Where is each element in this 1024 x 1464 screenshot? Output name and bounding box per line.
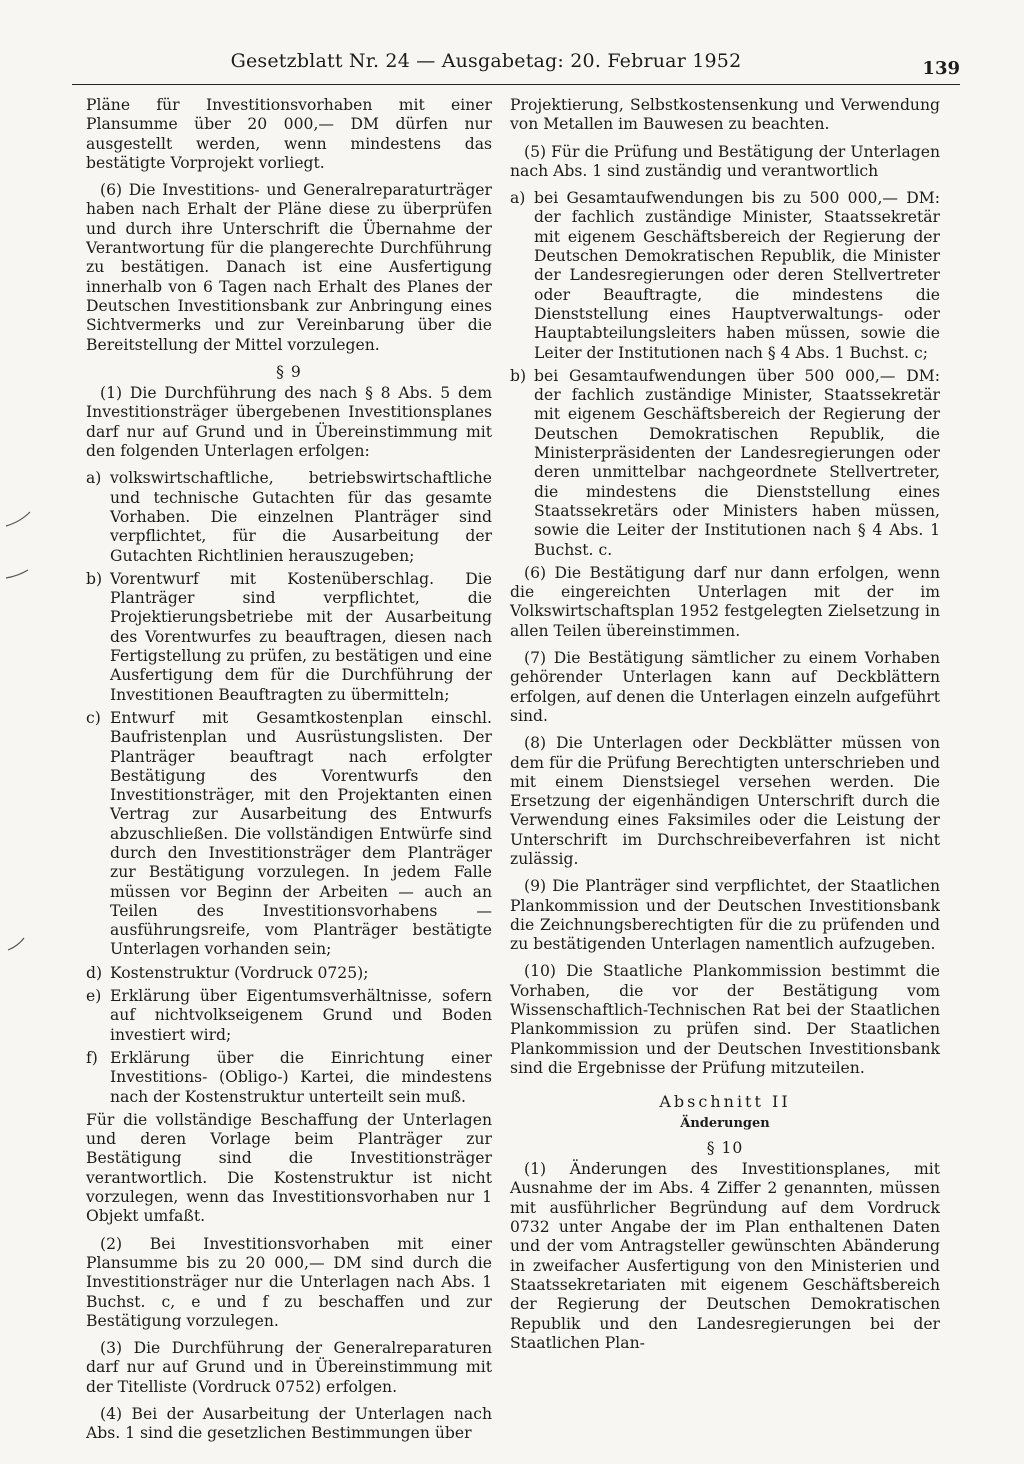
paragraph-10: (10) Die Staatliche Plankommission bestimmt die Vorhaben, die vor der Bestätigung vom Wissenschaftlich-Technischen Rat bei der Staatlichen Plankommission zu prüfen sind. Der Staatlichen Plankommission und der Deutschen Investitionsbank sind die Ergebnisse der Prüfung mitzuteilen. <box>510 962 940 1077</box>
margin-pencil-marks <box>0 0 80 1464</box>
paragraph-continued: Projektierung, Selbstkostensenkung und Verwendung von Metallen im Bauwesen zu beachten. <box>510 96 940 134</box>
item-text: bei Gesamtaufwendungen bis zu 500 000,— DM: der fachlich zuständige Minister, Staatssekretär mit eigenem Geschäftsbereich der Regierung der Deutschen Demokratischen Republik, die Minister der Landesregierungen oder deren Stellvertreter oder Beauftragte, die mindestens die Dienststellung eines Hauptverwaltungs- oder Hauptabteilungsleiters haben müssen, sowie die Leiter der Institutionen nach § 4 Abs. 1 Buchst. c; <box>534 189 940 362</box>
page-number: 139 <box>922 58 960 79</box>
item-label: b) <box>86 569 103 588</box>
item-text: Entwurf mit Gesamtkostenplan einschl. Baufristenplan und Ausrüstungslisten. Der Planträger beauftragt nach erfolgter Bestätigung des Vorentwurfs den Investitionsträger, mit den Projektanten einen Vertrag zur Ausarbeitung des Entwurfs abzuschließen. Die vollständigen Entwürfe sind durch den Investitionsträger dem Planträger zur Bestätigung vorzulegen. In jedem Falle müssen vor Beginn der Arbeiten — auch an Teilen des Investitionsvorhabens — ausführungsreife, vom Planträger bestätigte Unterlagen vorhanden sein; <box>110 708 492 959</box>
pencil-mark <box>6 570 28 578</box>
paragraph-3: (3) Die Durchführung der Generalreparaturen darf nur auf Grund und in Übereinstimmung mit der Titelliste (Vordruck 0752) erfolgen. <box>86 1339 492 1396</box>
section-9-paragraph-1: (1) Die Durchführung des nach § 8 Abs. 5 dem Investitionsträger übergebenen Investitionsplanes darf nur auf Grund und in Übereinstimmung mit den folgenden Unterlagen erfolgen: <box>86 384 492 461</box>
paragraph-intro: Pläne für Investitionsvorhaben mit einer Plansumme über 20 000,— DM dürfen nur ausgestellt werden, wenn mindestens das bestätigte Vorprojekt vorliegt. <box>86 96 492 172</box>
section-10-heading: § 10 <box>706 1138 744 1157</box>
list-item <box>86 964 492 983</box>
item-label: e) <box>86 987 102 1006</box>
list-item <box>86 1049 492 1107</box>
list-item <box>86 570 492 705</box>
item-label: b) <box>510 366 527 385</box>
page-header <box>72 44 960 85</box>
pencil-mark <box>6 512 30 526</box>
paragraph-7: (7) Die Bestätigung sämtlicher zu einem Vorhaben gehörender Unterlagen kann auf Deckblättern erfolgen, auf denen die Unterlagen einzeln aufgeführt sind. <box>510 649 940 725</box>
paragraph-2: (2) Bei Investitionsvorhaben mit einer Plansumme bis zu 20 000,— DM sind durch die Investitionsträger nur die Unterlagen nach Abs. 1 Buchst. c, e und f zu beschaffen und zur Bestätigung vorzulegen. <box>86 1234 492 1330</box>
item-text: bei Gesamtaufwendungen über 500 000,— DM: der fachlich zuständige Minister, Staatssekretär mit eigenem Geschäftsbereich der Regierung der Deutschen Demokratischen Republik, die Ministerpräsidenten der Landesregierungen oder deren unmittelbar nachgeordnete Stellvertreter, die mindestens die Dienststellung eines Staatssekretärs oder Ministers haben müssen, sowie die Leiter der Institutionen nach § 4 Abs. 1 Buchst. c. <box>534 366 940 559</box>
paragraph-6: (6) Die Investitions- und Generalreparaturträger haben nach Erhalt der Pläne diese zu überprüfen und durch ihre Unterschrift die Übernahme der Verantwortung für die plangerechte Durchführung zu bestätigen. Danach ist eine Ausfertigung innerhalb von 6 Tagen nach Erhalt des Planes der Deutschen Investitionsbank zur Anbringung eines Sichtvermerks und zur Vereinbarung über die Bereitstellung der Mittel vorzulegen. <box>86 181 492 354</box>
item-label: c) <box>86 708 101 727</box>
item-text: Erklärung über die Einrichtung einer Investitions- (Obligo-) Kartei, die mindestens nach der Kostenstruktur unterteilt sein muß. <box>110 1048 492 1106</box>
paragraph-closing: Für die vollständige Beschaffung der Unterlagen und deren Vorlage beim Planträger zur Bestätigung sind die Investitionsträger verantwortlich. Die Kostenstruktur ist nicht vorzulegen, wenn das Investitionsvorhaben nur 1 Objekt umfaßt. <box>86 1110 492 1226</box>
item-text: Kostenstruktur (Vordruck 0725); <box>110 963 369 982</box>
right-column <box>510 96 940 1361</box>
list-item <box>86 709 492 960</box>
subheading: Änderungen <box>680 1115 770 1131</box>
paragraph-4: (4) Bei der Ausarbeitung der Unterlagen nach Abs. 1 sind die gesetzlichen Bestimmungen über <box>86 1405 492 1443</box>
paragraph-9: (9) Die Planträger sind verpflichtet, der Staatlichen Plankommission und der Deutschen Investitionsbank die Zeichnungsberechtigten für die zu prüfenden und zu bestätigenden Unterlagen namentlich aufzugeben. <box>510 877 940 954</box>
item-text: Vorentwurf mit Kostenüberschlag. Die Planträger sind verpflichtet, die Projektierungsbetriebe mit der Ausarbeitung des Vorentwurfes zu beauftragen, diesen nach Fertigstellung zu prüfen, zu bestätigen und eine Ausfertigung dem für die Durchführung der Investitionen Beauftragten zu übermitteln; <box>110 569 493 704</box>
item-label: d) <box>86 963 103 982</box>
item-label: f) <box>86 1048 98 1067</box>
header-title: Gesetzblatt Nr. 24 — Ausgabetag: 20. Februar 1952 <box>230 50 742 72</box>
section-9-heading: § 9 <box>276 362 302 381</box>
item-text: Erklärung über Eigentumsverhältnisse, sofern auf nichtvolkseigenem Grund und Boden investiert wird; <box>110 987 492 1044</box>
item-label: a) <box>86 469 102 488</box>
item-text: volkswirtschaftliche, betriebswirtschaftliche und technische Gutachten für das gesamte Vorhaben. Die einzelnen Planträger sind verpflichtet, für die Ausarbeitung der Gutachten Richtlinien herauszugeben; <box>110 469 492 565</box>
paragraph-8: (8) Die Unterlagen oder Deckblätter müssen von dem für die Prüfung Berechtigten unterschrieben und mit einem Dienstsiegel versehen werden. Die Ersetzung der eigenhändigen Unterschrift durch die Verwendung eines Faksimiles oder die Leistung der Unterschrift im Durchschreibeverfahren ist nicht zulässig. <box>510 734 940 868</box>
list-item <box>86 987 492 1045</box>
pencil-mark <box>8 938 24 950</box>
list-item <box>86 469 492 565</box>
paragraph-5: (5) Für die Prüfung und Bestätigung der Unterlagen nach Abs. 1 sind zuständig und verantwortlich <box>510 142 940 180</box>
left-column <box>86 96 492 1452</box>
item-label: a) <box>510 189 526 208</box>
list-item <box>510 367 940 560</box>
abschnitt-heading: Abschnitt II <box>659 1092 791 1112</box>
paragraph-6-right: (6) Die Bestätigung darf nur dann erfolgen, wenn die eingereichten Unterlagen mit der im Volkswirtschaftsplan 1952 festgelegten Zielsetzung in allen Teilen übereinstimmen. <box>510 563 940 640</box>
list-item <box>510 189 940 363</box>
section-10-paragraph-1: (1) Änderungen des Investitionsplanes, mit Ausnahme der im Abs. 4 Ziffer 2 genannten, müssen mit ausführlicher Begründung auf dem Vordruck 0732 unter Angabe der im Plan enthaltenen Daten und der vom Antragsteller gewünschten Abänderung in zweifacher Ausfertigung von den Ministerien und Staatssekretariaten mit eigenem Geschäftsbereich der Regierung der Deutschen Demokratischen Republik und den Landesregierungen bei der Staatlichen Plan- <box>510 1160 940 1352</box>
